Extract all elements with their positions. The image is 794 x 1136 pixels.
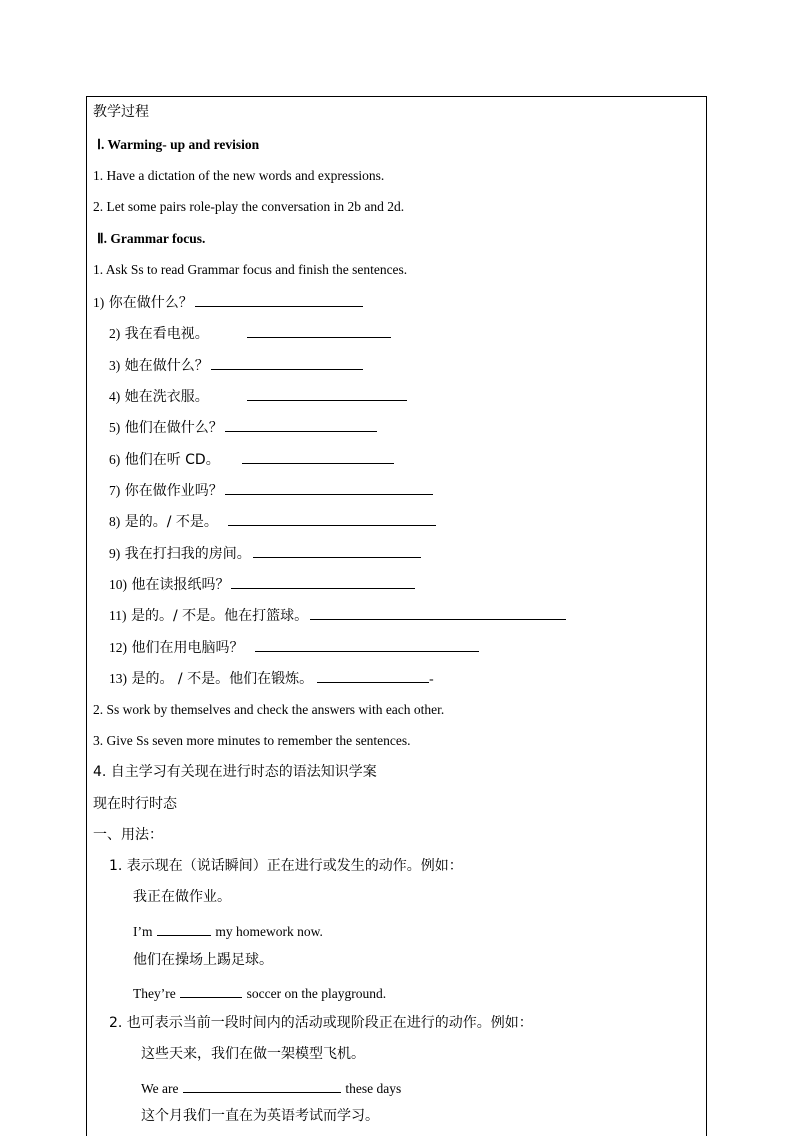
sentence-number: 4): [109, 389, 121, 404]
example-text: these days: [345, 1081, 402, 1096]
sentence-number: 3): [109, 358, 121, 373]
answer-blank[interactable]: [247, 386, 407, 401]
answer-blank[interactable]: [310, 605, 566, 620]
sentence-1: [93, 292, 363, 312]
part2-heading: Ⅱ. Grammar focus.: [97, 231, 206, 246]
sentence-number: 13): [109, 671, 127, 686]
sentence-number: 6): [109, 452, 121, 467]
usage-2-label: 2. 也可表示当前一段时间内的活动或现阶段正在进行的动作。例如：: [109, 1015, 533, 1031]
answer-blank[interactable]: [317, 668, 429, 683]
example-text: I’m: [133, 924, 153, 939]
answer-blank[interactable]: [253, 543, 421, 558]
answer-blank[interactable]: [225, 417, 377, 432]
sentence-number: 10): [109, 577, 127, 592]
answer-blank[interactable]: [157, 921, 211, 936]
sentence-3: [109, 355, 363, 375]
step-4: 4. 自主学习有关现在进行时态的语法知识学案: [93, 764, 377, 780]
sentence-text: 是的。/ 不是。: [124, 514, 218, 530]
answer-blank[interactable]: [180, 983, 242, 998]
sentence-text: 他们在用电脑吗？: [131, 640, 244, 656]
sentence-text: 他们在听 CD。: [124, 452, 220, 468]
sentence-text: 你在做作业吗？: [124, 483, 223, 499]
sentence-5: [109, 417, 377, 437]
step-3: 3. Give Ss seven more minutes to remember the sentences.: [93, 733, 411, 748]
part2-intro: 1. Ask Ss to read Grammar focus and finish the sentences.: [93, 262, 408, 277]
sentence-number: 8): [109, 514, 121, 529]
sentence-number: 2): [109, 326, 121, 341]
part1-heading: Ⅰ. Warming- up and revision: [97, 137, 260, 152]
sentence-13-dash: -: [429, 671, 434, 686]
answer-blank[interactable]: [255, 637, 479, 652]
usage-heading: 一、用法：: [93, 827, 163, 843]
sentence-10: [109, 574, 415, 594]
sentence-text: 是的。/ 不是。他在打篮球。: [130, 608, 309, 624]
sentence-number: 12): [109, 640, 127, 655]
part1-item-2: 2. Let some pairs role-play the conversation in 2b and 2d.: [93, 199, 405, 214]
part1-item-1: 1. Have a dictation of the new words and expressions.: [93, 168, 385, 183]
sentence-text: 她在洗衣服。: [124, 389, 209, 405]
sentence-number: 7): [109, 483, 121, 498]
answer-blank[interactable]: [183, 1078, 341, 1093]
grammar-title: 现在时行时态: [93, 796, 177, 812]
section-title: 教学过程: [93, 104, 149, 120]
usage-1-example-2-zh: 他们在操场上踢足球。: [133, 952, 273, 968]
sentence-2: [109, 323, 391, 343]
sentence-text: 我在打扫我的房间。: [124, 546, 251, 562]
sentence-8: [109, 511, 436, 531]
sentence-number: 9): [109, 546, 121, 561]
usage-1-example-2-en: [133, 983, 386, 1003]
sentence-number: 11): [109, 608, 127, 623]
step-2: 2. Ss work by themselves and check the answers with each other.: [93, 702, 445, 717]
usage-2-example-1-en: [141, 1078, 401, 1098]
sentence-9: [109, 543, 421, 563]
sentence-12: [109, 637, 479, 657]
sentence-13: [109, 668, 434, 688]
sentence-4: [109, 386, 407, 406]
usage-1-example-1-en: [133, 921, 323, 941]
sentence-11: [109, 605, 566, 625]
sentence-6: [109, 449, 394, 469]
example-text: We are: [141, 1081, 179, 1096]
answer-blank[interactable]: [231, 574, 415, 589]
sentence-text: 我在看电视。: [124, 326, 209, 342]
usage-2-example-1-zh: 这些天来，我们在做一架模型飞机。: [141, 1046, 365, 1062]
example-text: soccer on the playground.: [246, 986, 387, 1001]
usage-1-example-1-zh: 我正在做作业。: [133, 889, 231, 905]
usage-1-label: 1. 表示现在（说话瞬间）正在进行或发生的动作。例如：: [109, 858, 463, 874]
sentence-number: 1): [93, 295, 105, 310]
answer-blank[interactable]: [195, 292, 363, 307]
usage-2-example-2-zh: 这个月我们一直在为英语考试而学习。: [141, 1108, 379, 1124]
answer-blank[interactable]: [247, 323, 391, 338]
example-text: my homework now.: [215, 924, 323, 939]
sentence-text: 你在做什么？: [108, 295, 193, 311]
sentence-text: 他们在做什么？: [124, 420, 223, 436]
sentence-text: 她在做什么？: [124, 358, 209, 374]
example-text: They’re: [133, 986, 176, 1001]
sentence-text: 他在读报纸吗？: [131, 577, 230, 593]
sentence-7: [109, 480, 433, 500]
answer-blank[interactable]: [228, 511, 436, 526]
answer-blank[interactable]: [242, 449, 394, 464]
sentence-text: 是的。 / 不是。他们在锻炼。: [131, 671, 314, 687]
sentence-number: 5): [109, 420, 121, 435]
answer-blank[interactable]: [225, 480, 433, 495]
answer-blank[interactable]: [211, 355, 363, 370]
